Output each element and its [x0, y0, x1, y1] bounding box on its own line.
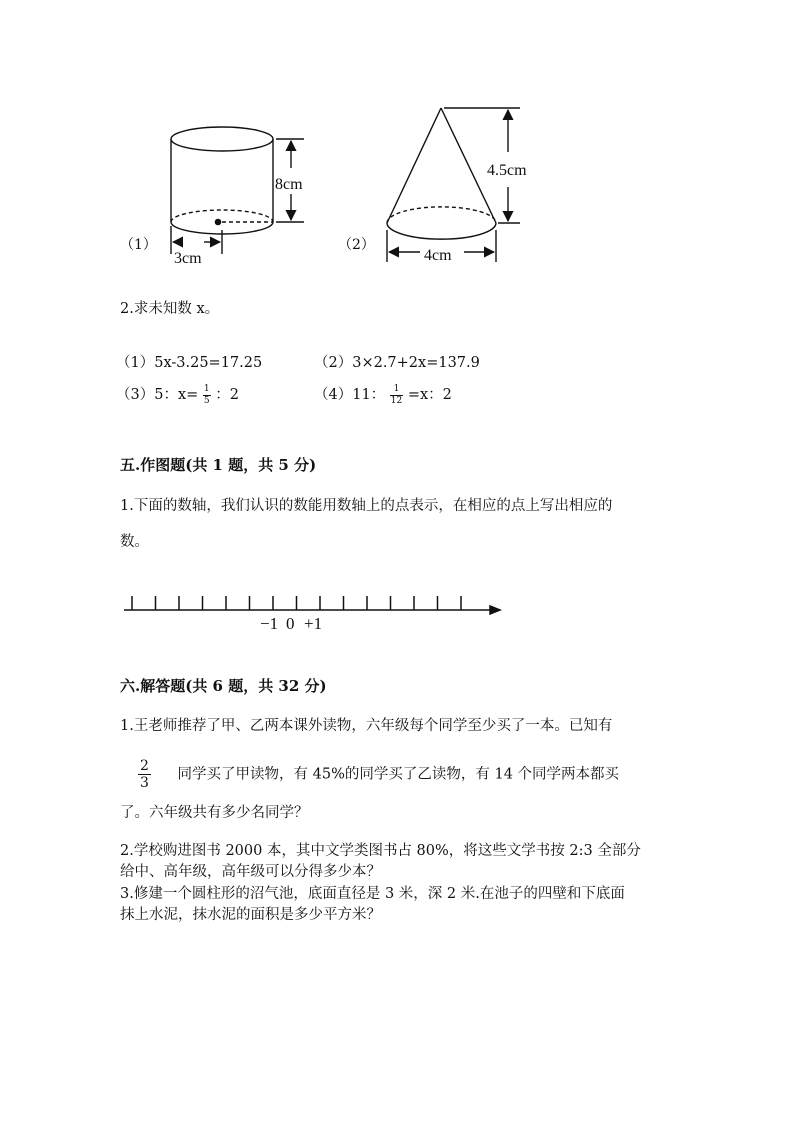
equation-3-prefix: （3）5：x= — [116, 387, 199, 403]
number-line-label-plus-one: +1 — [304, 614, 323, 633]
equation-3 — [116, 383, 239, 406]
section-6-q1-line1: 1.王老师推荐了甲、乙两本课外读物，六年级每个同学至少买了一本。已知有 — [120, 718, 613, 734]
section-6-q3-line2: 抹上水泥，抹水泥的面积是多少平方米？ — [120, 907, 381, 923]
equation-4-prefix: （4）11： — [314, 387, 386, 403]
section-6-heading: 六.解答题(共 6 题，共 32 分) — [120, 677, 327, 695]
equation-4 — [314, 383, 452, 406]
fraction-denominator: 3 — [140, 775, 149, 791]
cylinder-figure-label: （1） — [120, 237, 157, 253]
section-6-q1-line2 — [138, 758, 619, 791]
fraction-numerator: 2 — [140, 758, 149, 774]
number-line-label-minus-one: −1 — [260, 614, 279, 633]
section-6-q1-line2-text: 同学买了甲读物，有 45%的同学买了乙读物，有 14 个同学两本都买 — [177, 766, 620, 783]
fraction-one-twelfth — [390, 385, 403, 406]
cone-figure — [387, 108, 520, 262]
question-solve-x-title: 2.求未知数 x。 — [120, 301, 220, 317]
section-6-q2-line1: 2.学校购进图书 2000 本，其中文学类图书占 80%，将这些文学书按 2:3 全部分 — [120, 843, 641, 859]
fraction-numerator: 1 — [390, 385, 403, 396]
fraction-denominator: 12 — [390, 395, 403, 406]
fraction-denominator: 5 — [203, 395, 210, 406]
number-line-axis — [124, 606, 500, 614]
equation-4-suffix: =x：2 — [407, 387, 452, 403]
cone-diameter-label: 4cm — [424, 247, 452, 264]
section-6-q2-line2: 给中、高年级，高年级可以分得多少本？ — [120, 864, 381, 880]
cylinder-height-label: 8cm — [275, 176, 303, 193]
fraction-two-thirds — [138, 758, 151, 791]
section-6-q1-line3: 了。六年级共有多少名同学？ — [120, 805, 309, 821]
number-line-label-zero: 0 — [286, 614, 295, 633]
section-6-q3-line1: 3.修建一个圆柱形的沼气池，底面直径是 3 米，深 2 米.在池子的四壁和下底面 — [120, 886, 625, 902]
fraction-numerator: 1 — [203, 383, 210, 394]
cylinder-radius-label: 3cm — [174, 250, 202, 267]
cone-figure-label: （2） — [338, 237, 375, 253]
number-line-ticks — [132, 596, 461, 610]
cone-height-label: 4.5cm — [487, 162, 527, 179]
section-5-q1-line1: 1.下面的数轴，我们认识的数能用数轴上的点表示，在相应的点上写出相应的 — [120, 498, 613, 514]
section-5-heading: 五.作图题(共 1 题，共 5 分) — [120, 456, 317, 474]
number-line — [110, 588, 510, 636]
equation-1: （1）5x-3.25=17.25 — [116, 355, 263, 371]
equation-2: （2）3×2.7+2x=137.9 — [314, 355, 480, 371]
fraction-one-fifth — [203, 385, 211, 406]
section-5-q1-line2: 数。 — [120, 534, 149, 550]
equation-3-suffix: ：2 — [215, 387, 239, 403]
